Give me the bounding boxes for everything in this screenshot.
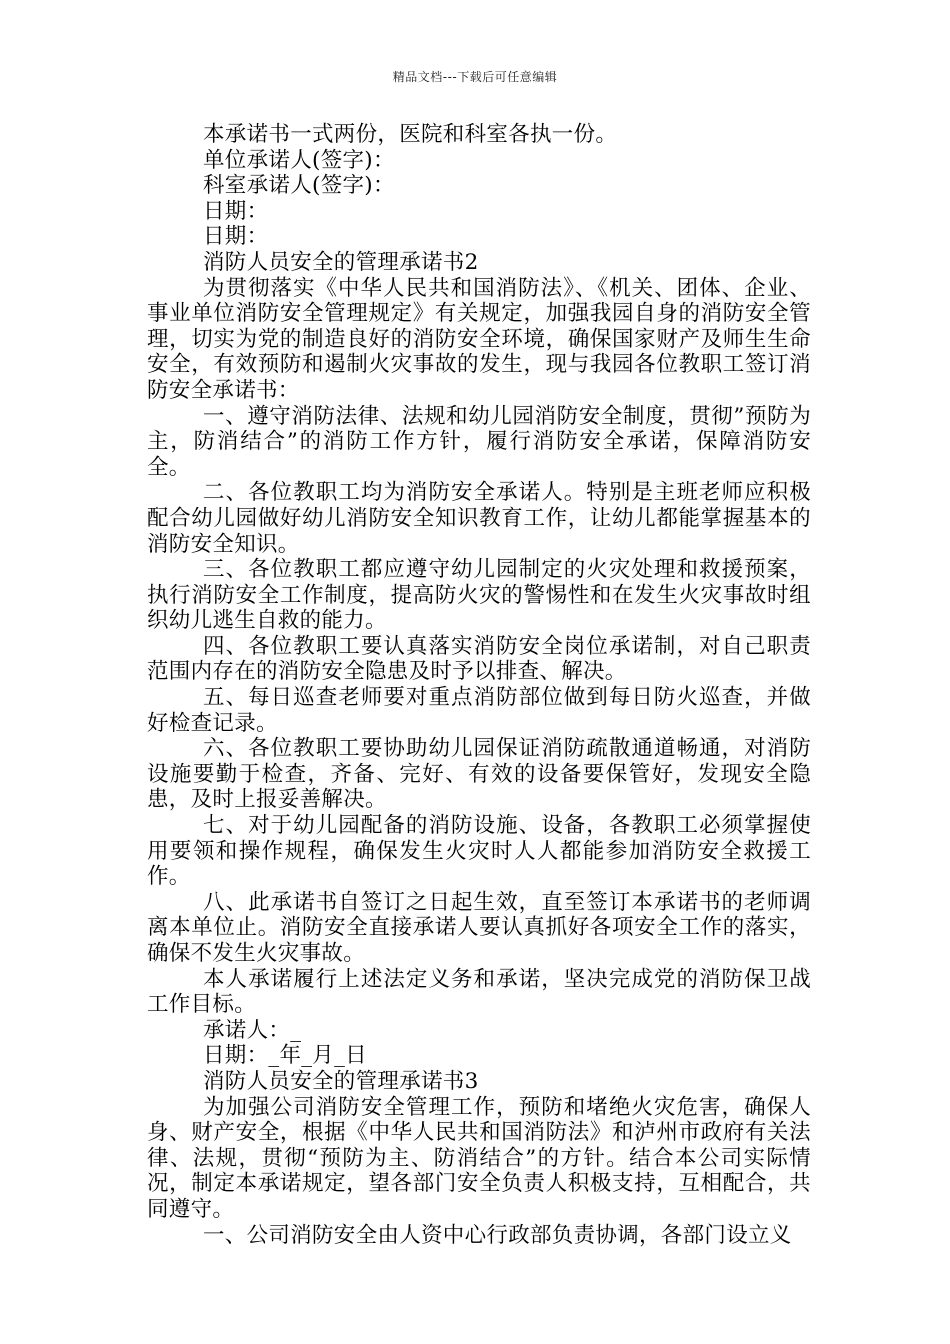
paragraph: 一、遵守消防法律、法规和幼儿园消防安全制度，贯彻”预防为主，防消结合”的消防工作方针，履行消防安全承诺，保障消防安全。 [147,403,811,480]
document-body [147,122,811,1248]
section-title: 消防人员安全的管理承诺书3 [203,1068,479,1094]
paragraph: 一、公司消防安全由人资中心行政部负责协调，各部门设立义 [203,1222,792,1248]
paragraph: 为加强公司消防安全管理工作，预防和堵绝火灾危害，确保人身、财产安全，根据《中华人民共和国消防法》和泸州市政府有关法律、法规，贯彻“预防为主、防消结合”的方针。结合本公司实际情况，制定本承诺规定，望各部门安全负责人积极支持，互相配合，共同遵守。 [147,1094,811,1222]
paragraph: 八、此承诺书自签订之日起生效，直至签订本承诺书的老师调离本单位止。消防安全直接承诺人要认真抓好各项安全工作的落实，确保不发生火灾事故。 [147,889,811,966]
paragraph: 六、各位教职工要协助幼儿园保证消防疏散通道畅通，对消防设施要勤于检查，齐备、完好、有效的设备要保管好，发现安全隐患，及时上报妥善解决。 [147,736,811,813]
paragraph: 科室承诺人(签字)： [203,173,395,199]
signature-line: 承诺人：_ [203,1017,302,1043]
section-title: 消防人员安全的管理承诺书2 [203,249,479,275]
paragraph: 五、每日巡查老师要对重点消防部位做到每日防火巡查，并做好检查记录。 [147,685,811,736]
date-line: 日期：_年_月_日 [203,1043,367,1069]
paragraph: 为贯彻落实《中华人民共和国消防法》、《机关、团体、企业、事业单位消防安全管理规定》有关规定，加强我园自身的消防安全管理，切实为党的制造良好的消防安全环境，确保国家财产及师生生命安全，有效预防和遏制火灾事故的发生，现与我园各位教职工签订消防安全承诺书： [147,275,811,403]
paragraph: 三、各位教职工都应遵守幼儿园制定的火灾处理和救援预案，执行消防安全工作制度，提高防火灾的警惕性和在发生火灾事故时组织幼儿逃生自救的能力。 [147,557,811,634]
paragraph: 二、各位教职工均为消防安全承诺人。特别是主班老师应积极配合幼儿园做好幼儿消防安全知识教育工作，让幼儿都能掌握基本的消防安全知识。 [147,480,811,557]
paragraph: 本承诺书一式两份，医院和科室各执一份。 [203,122,618,147]
page-header: 精品文档---下载后可任意编辑 [392,70,558,84]
paragraph: 七、对于幼儿园配备的消防设施、设备，各教职工必须掌握使用要领和操作规程，确保发生火灾时人人都能参加消防安全救援工作。 [147,813,811,890]
paragraph: 单位承诺人(签字)： [203,147,395,173]
paragraph: 本人承诺履行上述法定义务和承诺，坚决完成党的消防保卫战工作目标。 [147,966,811,1018]
paragraph: 日期： [203,198,269,224]
paragraph: 四、各位教职工要认真落实消防安全岗位承诺制，对自己职责范围内存在的消防安全隐患及时予以排查、解决。 [147,633,811,685]
paragraph: 日期： [203,224,269,250]
